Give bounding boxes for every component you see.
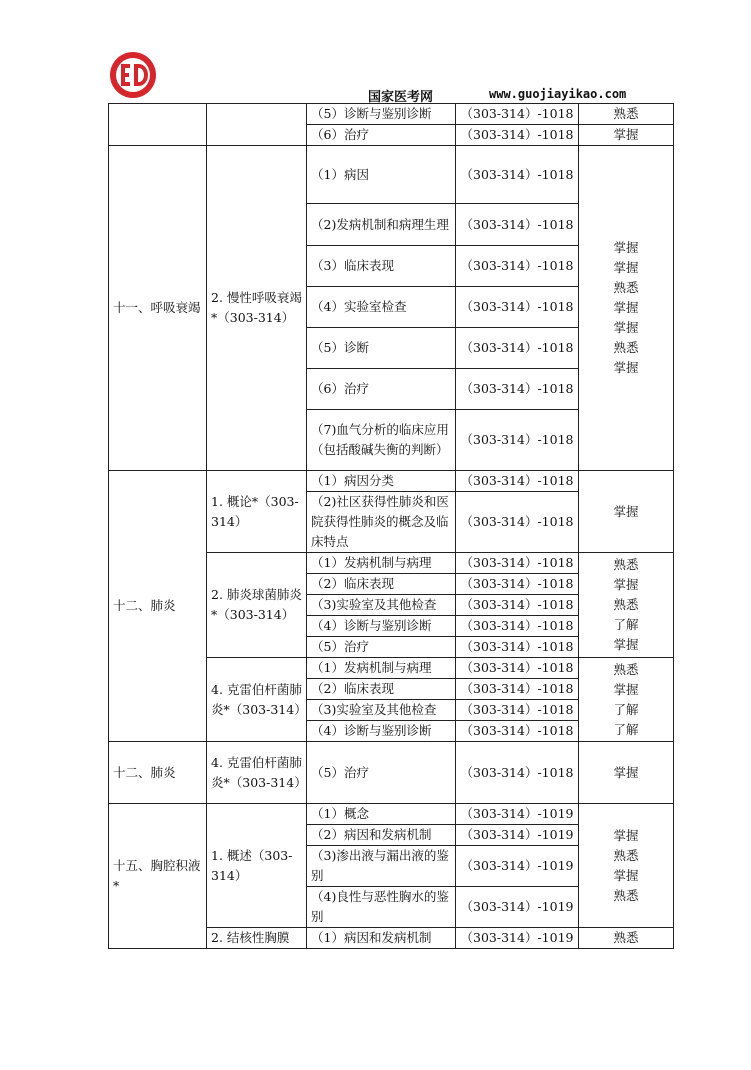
subunit-cell: 4. 克雷伯杆菌肺炎*（303-314） — [207, 742, 307, 804]
item-cell: （1）病因分类 — [307, 471, 456, 492]
site-name: 国家医考网 — [368, 90, 434, 105]
level-cell: 掌握 — [579, 742, 674, 804]
item-cell: （2)发病机制和病理生理 — [307, 204, 456, 246]
code-cell: （303-314）-1019 — [456, 928, 579, 949]
level-text: 了解 — [613, 721, 639, 737]
level-text: 掌握 — [613, 577, 639, 592]
site-logo — [108, 50, 158, 100]
level-text: 掌握 — [613, 360, 639, 375]
code-cell: （303-314）-1018 — [456, 742, 579, 804]
subunit-cell — [207, 104, 307, 146]
level-text: 熟悉 — [613, 280, 639, 295]
item-cell: （4）诊断与鉴别诊断 — [307, 616, 456, 637]
code-cell: （303-314）-1018 — [456, 616, 579, 637]
code-cell: （303-314）-1018 — [456, 658, 579, 679]
code-cell: （303-314）-1018 — [456, 146, 579, 204]
site-url[interactable]: www.guojiayikao.com — [489, 87, 627, 101]
code-cell: （303-314）-1018 — [456, 104, 579, 125]
unit-cell: 十二、肺炎 — [109, 471, 207, 742]
code-cell: （303-314）-1018 — [456, 637, 579, 658]
level-text: 了解 — [613, 617, 639, 632]
level-text: 熟悉 — [613, 887, 639, 903]
level-text: 掌握 — [613, 681, 639, 697]
level-text: 掌握 — [613, 320, 639, 335]
level-text: 掌握 — [613, 637, 639, 652]
item-cell: （7)血气分析的临床应用（包括酸碱失衡的判断） — [307, 410, 456, 471]
level-text: 掌握 — [613, 300, 639, 315]
code-cell: （303-314）-1019 — [456, 804, 579, 825]
level-text: 了解 — [613, 701, 639, 717]
code-cell: （303-314）-1018 — [456, 328, 579, 369]
item-cell: （6）治疗 — [307, 369, 456, 410]
code-cell: （303-314）-1018 — [456, 246, 579, 287]
code-cell: （303-314）-1018 — [456, 553, 579, 574]
item-cell: （6）治疗 — [307, 125, 456, 146]
level-text: 熟悉 — [613, 847, 639, 863]
table-row — [109, 146, 674, 204]
level-cell: 熟悉 — [579, 928, 674, 949]
code-cell: （303-314）-1018 — [456, 471, 579, 492]
item-cell: （4)良性与恶性胸水的鉴别 — [307, 887, 456, 928]
code-cell: （303-314）-1018 — [456, 721, 579, 742]
item-cell: （1）发病机制与病理 — [307, 658, 456, 679]
item-cell: （1）发病机制与病理 — [307, 553, 456, 574]
code-cell: （303-314）-1018 — [456, 125, 579, 146]
subunit-cell: 2. 结核性胸膜 — [207, 928, 307, 949]
code-cell: （303-314）-1018 — [456, 595, 579, 616]
item-cell: （2）临床表现 — [307, 574, 456, 595]
item-cell: （4）诊断与鉴别诊断 — [307, 721, 456, 742]
level-text: 熟悉 — [613, 557, 639, 572]
level-text: 掌握 — [613, 827, 639, 843]
item-cell: （1）病因 — [307, 146, 456, 204]
level-cell — [579, 553, 674, 658]
item-cell: （3)实验室及其他检查 — [307, 595, 456, 616]
level-text: 掌握 — [613, 240, 639, 255]
subunit-cell: 1. 概论*（303-314） — [207, 471, 307, 553]
level-text: 熟悉 — [613, 340, 639, 355]
code-cell: （303-314）-1018 — [456, 369, 579, 410]
code-cell: （303-314）-1019 — [456, 825, 579, 846]
item-cell: （5）治疗 — [307, 742, 456, 804]
code-cell: （303-314）-1018 — [456, 287, 579, 328]
item-cell: （3)渗出液与漏出液的鉴别 — [307, 846, 456, 887]
table-row — [109, 742, 674, 804]
level-text: 熟悉 — [613, 597, 639, 612]
level-cell: 掌握 — [579, 125, 674, 146]
level-cell — [579, 146, 674, 471]
level-text: 掌握 — [613, 260, 639, 275]
table-row — [109, 804, 674, 825]
level-cell: 熟悉 — [579, 104, 674, 125]
table-row — [109, 104, 674, 125]
code-cell: （303-314）-1019 — [456, 846, 579, 887]
unit-cell: 十五、胸腔积液* — [109, 804, 207, 949]
code-cell: （303-314）-1018 — [456, 700, 579, 721]
unit-cell — [109, 104, 207, 146]
level-cell — [579, 658, 674, 742]
item-cell: （2）病因和发病机制 — [307, 825, 456, 846]
subunit-cell: 2. 肺炎球菌肺炎*（303-314） — [207, 553, 307, 658]
item-cell: （5）诊断与鉴别诊断 — [307, 104, 456, 125]
code-cell: （303-314）-1019 — [456, 887, 579, 928]
item-cell: （1）概念 — [307, 804, 456, 825]
item-cell: （3）临床表现 — [307, 246, 456, 287]
subunit-cell: 1. 概述（303-314） — [207, 804, 307, 928]
level-text: 掌握 — [613, 867, 639, 883]
item-cell: （2)社区获得性肺炎和医院获得性肺炎的概念及临床特点 — [307, 492, 456, 553]
unit-cell: 十一、呼吸衰竭 — [109, 146, 207, 471]
code-cell: （303-314）-1018 — [456, 679, 579, 700]
item-cell: （2）临床表现 — [307, 679, 456, 700]
code-cell: （303-314）-1018 — [456, 204, 579, 246]
code-cell: （303-314）-1018 — [456, 410, 579, 471]
item-cell: （4）实验室检查 — [307, 287, 456, 328]
level-text: 熟悉 — [613, 661, 639, 677]
unit-cell: 十二、肺炎 — [109, 742, 207, 804]
code-cell: （303-314）-1018 — [456, 492, 579, 553]
item-cell: （3)实验室及其他检查 — [307, 700, 456, 721]
level-cell: 掌握 — [579, 471, 674, 553]
table-row — [109, 471, 674, 492]
level-cell — [579, 804, 674, 928]
subunit-cell: 4. 克雷伯杆菌肺炎*（303-314） — [207, 658, 307, 742]
subunit-cell: 2. 慢性呼吸衰竭*（303-314） — [207, 146, 307, 471]
syllabus-table — [108, 103, 674, 949]
code-cell: （303-314）-1018 — [456, 574, 579, 595]
item-cell: （5）诊断 — [307, 328, 456, 369]
item-cell: （1）病因和发病机制 — [307, 928, 456, 949]
item-cell: （5）治疗 — [307, 637, 456, 658]
